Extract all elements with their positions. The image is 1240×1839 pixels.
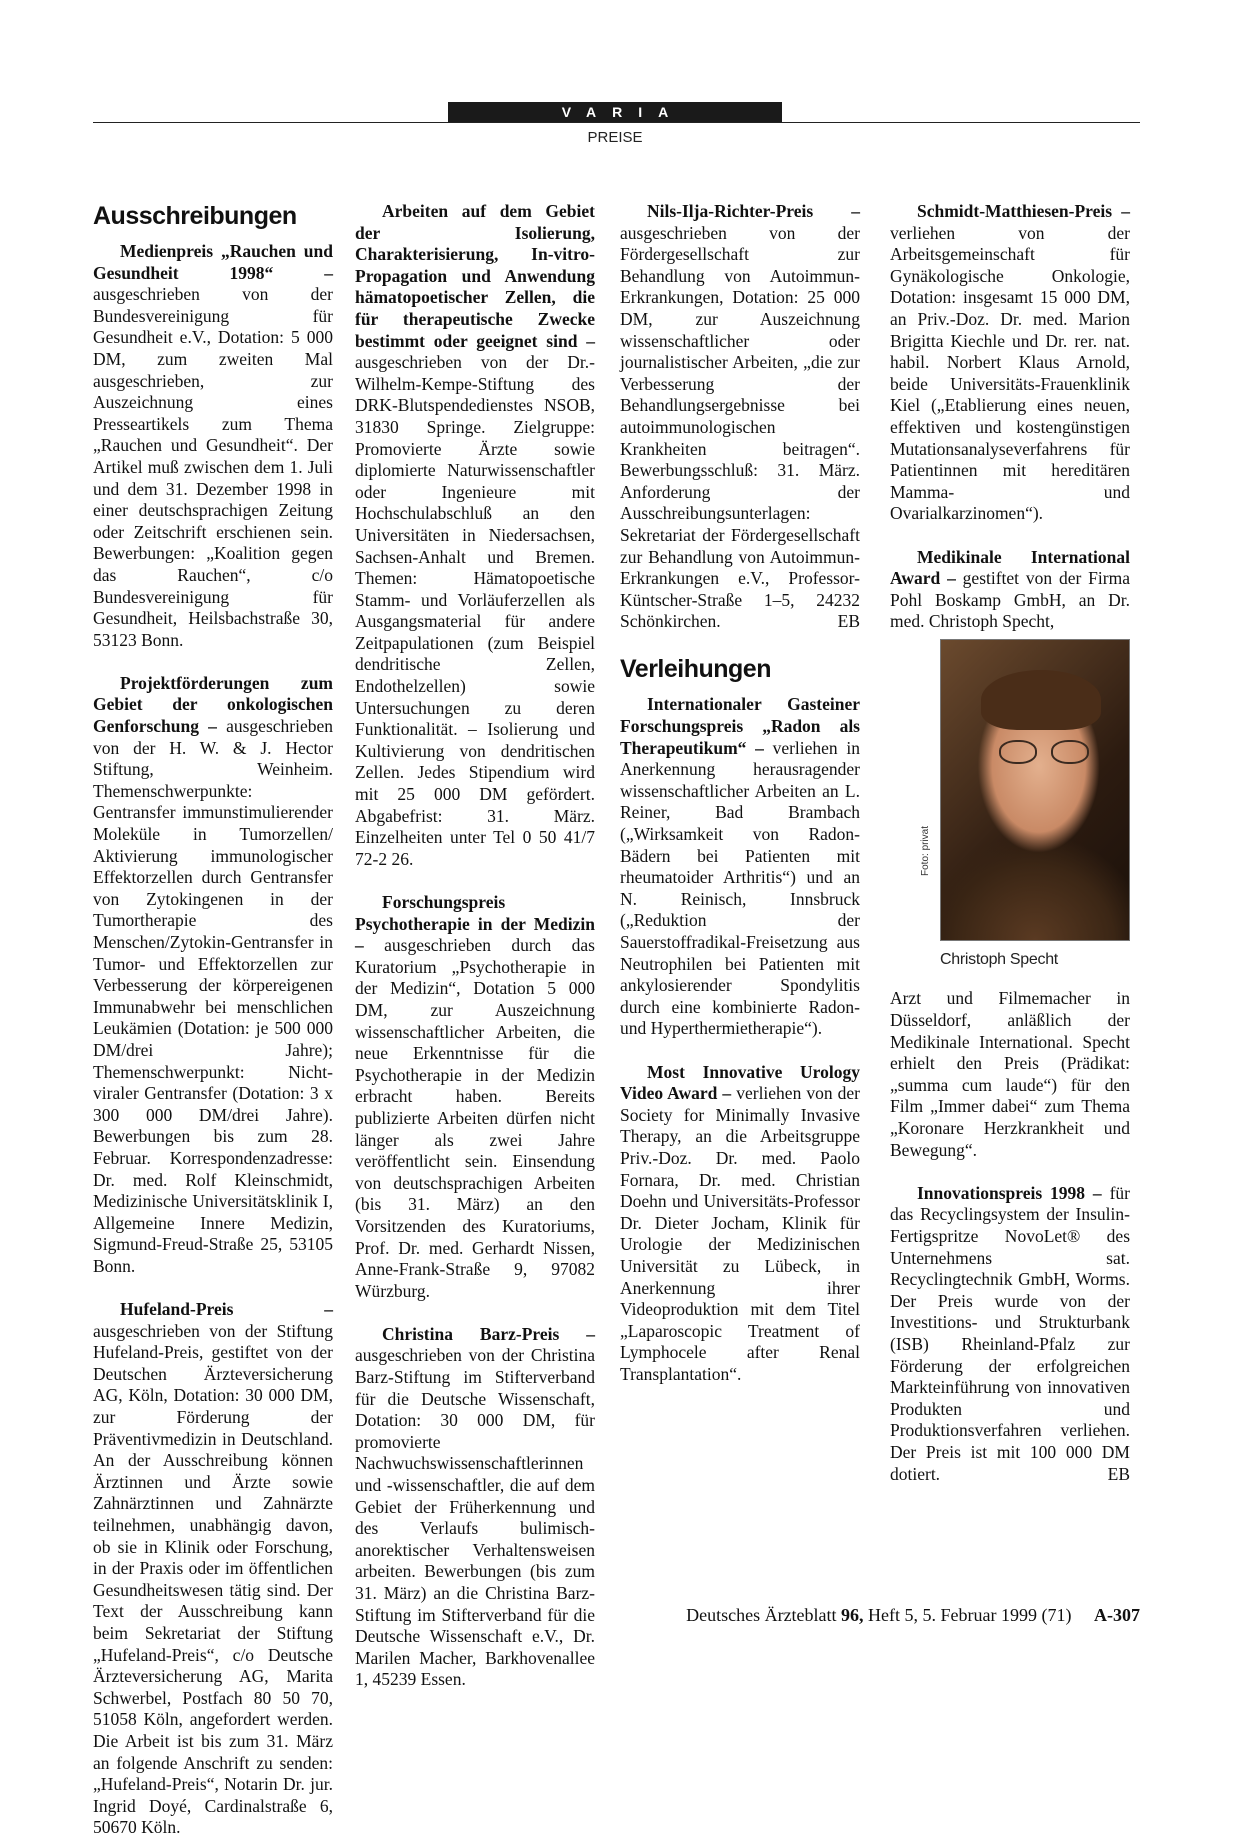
journal-volume: 96, <box>841 1605 864 1625</box>
article-title: Forschungspreis Psychotherapie in der Medizin – <box>355 892 595 956</box>
article-title: Schmidt-Matthiesen-Preis – <box>917 201 1130 221</box>
article-text: gestiftet von der Firma Pohl Boskamp GmbH, an Dr. med. Christoph Specht, <box>890 568 1130 632</box>
article-medienpreis <box>93 241 333 651</box>
author-signature: EB <box>1107 1463 1130 1484</box>
article-title: Hufeland-Preis – <box>120 1299 333 1320</box>
article-arbeiten-haematopoetische-zellen <box>355 201 595 870</box>
section-banner: VARIA <box>448 102 782 123</box>
section-subtitle: PREISE <box>587 129 643 146</box>
article-title: Internationaler Gasteiner Forschungspreis „Radon als Therapeutikum“ – <box>620 694 860 758</box>
article-medikinale-award <box>890 547 1130 633</box>
article-text: für das Recyclingsystem der Insulin-Fertigspritze NovoLet® des Unternehmens sat. Recyclingtechnik GmbH, Worms. Der Preis wurde von der Investitions- und Strukturbank (ISB) Rheinland-Pfalz zur Förderung der erfolgreichen Markteinführung von innovativen Produkten und Produktionsverfahren verliehen. Der Preis ist mit 100 000 DM dotiert. <box>890 1182 1130 1484</box>
article-text: verliehen in Anerkennung herausragender wissenschaftlicher Arbeiten an L. Reiner, Bad Brambach („Wirksamkeit von Radon-Bädern bei Patienten mit rheumatoider Arthritis“) und an N. Reinisch, Innsbruck („Reduktion der Sauerstoffradikal-Freisetzung aus Neutrophilen bei Patienten mit ankylosierender Spondylitis durch eine kombinierte Radon- und Hyperthermietherapie“). <box>620 737 861 1039</box>
article-projektfoerderungen <box>93 673 333 1278</box>
article-title: Medikinale International Award – <box>890 546 1130 589</box>
journal-name: Deutsches Ärzteblatt <box>686 1605 837 1625</box>
article-gasteiner-forschungspreis <box>620 694 860 1040</box>
article-text: ausgeschrieben von der Stiftung Hufeland-Preis, gestiftet von der Deutschen Ärzteversicherung AG, Köln, Dotation: 30 000 DM, zur Förderung der Präventivmedizin in Deutschland. An der Ausschreibung können Ärztinnen und Ärzte sowie Zahnärztinnen und Zahnärzte teilnehmen, unabhängig davon, ob sie in Klinik oder Forschung, in der Praxis oder im öffentlichen Gesundheitswesen tätig sind. Der Text der Ausschreibung kann beim Sekretariat der Stiftung „Hufeland-Preis“, c/o Deutsche Ärzteversicherung AG, Marita Schwerbel, Postfach 80 50 70, 51058 Köln, angefordert werden. Die Arbeit ist bis zum 31. März an folgende Anschrift zu senden: „Hufeland-Preis“, Notarin Dr. jur. Ingrid Doyé, Cardinalstraße 6, 50670 Köln. <box>93 1320 333 1838</box>
col-1 <box>93 201 333 1838</box>
col-4 <box>890 201 1130 1591</box>
article-text: verliehen von der Society for Minimally Invasive Therapy, an die Arbeitsgruppe Priv.-Doz. Dr. med. Paolo Fornara, Dr. med. Christian Doehn und Universitäts-Professor Dr. Dieter Jocham, Klinik für Urologie der Medizinischen Universität zu Lübeck, in Anerkennung ihrer Videoproduktion mit dem Titel „Laparoscopic Treatment of Lymphocele after Renal Transplantation“. <box>620 1083 860 1384</box>
col-2 <box>355 201 595 1690</box>
section-heading-ausschreibungen: Ausschreibungen <box>93 202 297 230</box>
page-footer <box>686 1605 1140 1626</box>
author-signature: EB <box>837 611 860 632</box>
article-title: Arbeiten auf dem Gebiet der Isolierung, Charakterisierung, In-vitro-Propagation und Anwendung hämatopoetischer Zellen, die für therapeutische Zwecke bestimmt oder geeignet sind – <box>355 201 595 351</box>
photo-glasses <box>999 740 1089 762</box>
article-schmidt-matthiesen-preis <box>890 201 1130 525</box>
photo-hair <box>981 670 1101 730</box>
article-title: Nils-Ilja-Richter-Preis – <box>647 201 860 221</box>
article-urology-video-award <box>620 1062 860 1386</box>
article-text: ausgeschrieben von der Fördergesellschaft zur Behandlung von Autoimmun-Erkrankungen, Dotation: 25 000 DM, zur Auszeichnung wissenschaftlicher oder journalistischer Arbeiten, „die zur Verbesserung der Behandlungsergebnisse bei autoimmunologischen Krankheiten beitragen“. Bewerbungsschluß: 31. März. Anforderung der Ausschreibungsunterlagen: Sekretariat der Fördergesellschaft zur Behandlung von Autoimmun-Erkrankungen e.V., Professor-Küntscher-Straße 1–5, 24232 Schönkirchen. <box>620 222 860 632</box>
article-text: Arzt und Filmemacher in Düsseldorf, anläßlich der Medikinale International. Specht erhielt den Preis (Prädikat: „summa cum laude“) für den Film „Immer dabei“ zum Thema „Koronare Herzkrankheit und Bewegung“. <box>890 988 1130 1160</box>
journal-issue: Heft 5, 5. Februar 1999 (71) <box>868 1605 1072 1625</box>
article-text: ausgeschrieben von der H. W. & J. Hector Stiftung, Weinheim. Themenschwerpunkte: Gentransfer immunstimulierender Moleküle in Tumorzellen/ Aktivierung immunologischer Effektorzellen durch Gentransfer von Zytokingenen in der Tumortherapie des Menschen/Zytokin-Gentransfer in Tumor- und Effektorzellen zur Verbesserung der körpereigenen Immunabwehr bei menschlichen Leukämien (Dotation: je 500 000 DM/drei Jahre); Themenschwerpunkt: Nicht-viraler Gentransfer (Dotation: 3 x 300 000 DM/drei Jahre). Bewerbungen bis zum 28. Februar. Korrespondenzadresse: Dr. med. Rolf Kleinschmidt, Medizinische Universitätsklinik I, Allgemeine Innere Medizin, Sigmund-Freud-Straße 25, 53105 Bonn. <box>93 716 333 1276</box>
portrait-photo <box>920 639 1130 941</box>
article-medikinale-award-continued <box>890 988 1130 1161</box>
article-title: Innovationspreis 1998 – <box>917 1182 1102 1203</box>
article-text: ausgeschrieben durch das Kuratorium „Psychotherapie in der Medizin“, Dotation 5 000 DM, zur Auszeichnung wissenschaftlicher Arbeiten, die neue Erkenntnisse für die Psychotherapie in der Medizin erbracht haben. Bereits publizierte Arbeiten dürfen nicht länger als zwei Jahre veröffentlicht sein. Einsendung von deutschsprachigen Arbeiten (bis 31. März) an den Vorsitzenden des Kuratoriums, Prof. Dr. med. Gerhardt Nissen, Anne-Frank-Straße 9, 97082 Würzburg. <box>355 935 595 1301</box>
article-text: ausgeschrieben von der Christina Barz-Stiftung im Stifterverband für die Deutsche Wissenschaft, Dotation: 30 000 DM, für promovierte Nachwuchswissenschaftlerinnen und -wissenschaftler, die auf dem Gebiet der Früherkennung und des Verlaufs bulimisch-anorektischer Verhaltensweisen arbeiten. Bewerbungen (bis zum 31. März) an die Christina Barz-Stiftung im Stifterverband für die Deutsche Wissenschaft e.V., Dr. Marilen Macher, Barkhovenallee 1, 45239 Essen. <box>355 1345 595 1690</box>
article-nils-ilja-richter-preis <box>620 201 860 633</box>
article-title: Most Innovative Urology Video Award – <box>620 1061 860 1104</box>
article-text: ausgeschrieben von der Dr.-Wilhelm-Kempe-Stiftung des DRK-Blutspendedienstes NSOB, 31830 Springe. Zielgruppe: Promovierte Ärzte sowie diplomierte Naturwissenschaftler oder Ingenieure mit Hochschulabschluß an den Universitäten in Niedersachsen, Sachsen-Anhalt und Bremen. Themen: Hämatopoetische Stamm- und Vorläuferzellen als Ausgangsmaterial für andere Zeitpapulationen (zum Beispiel dendritische Zellen, Endothelzellen) sowie Untersuchungen zu deren Funktionalität. – Isolierung und Kultivierung von dendritischen Zellen. Jedes Stipendium wird mit 25 000 DM gefördert. Abgabefrist: 31. März. Einzelheiten unter Tel 0 50 41/7 72-2 26. <box>355 352 595 869</box>
article-forschungspreis-psychotherapie <box>355 892 595 1302</box>
article-title: Medienpreis „Rauchen und Gesundheit 1998“ – <box>93 241 333 283</box>
photo-caption: Christoph Specht <box>940 950 1058 968</box>
article-hufeland-preis <box>93 1299 333 1839</box>
article-christina-barz-preis <box>355 1324 595 1691</box>
article-text: ausgeschrieben von der Bundesvereinigung für Gesundheit e.V., Dotation: 5 000 DM, zum zweiten Mal ausgeschrieben, zur Auszeichnung eines Presseartikels zum Thema „Rauchen und Gesundheit“. Der Artikel muß zwischen dem 1. Juli und dem 31. Dezember 1998 in einer deutschsprachigen Zeitung oder Zeitschrift erschienen sein. Bewerbungen: „Koalition gegen das Rauchen“, c/o Bundesvereinigung für Gesundheit, Heilsbachstraße 30, 53123 Bonn. <box>93 284 333 650</box>
section-heading-verleihungen: Verleihungen <box>620 655 771 684</box>
header-rule <box>93 122 1140 123</box>
page-number: A-307 <box>1094 1605 1140 1625</box>
article-text: verliehen von der Arbeitsgemeinschaft für Gynäkologische Onkologie, Dotation: insgesamt 15 000 DM, an Priv.-Doz. Dr. med. Marion Brigitta Kiechle und Dr. rer. nat. habil. Norbert Klaus Arnold, beide Universitäts-Frauenklinik Kiel („Etablierung eines neuen, effektiven und kostengünstigen Mutationsanalyseverfahrens für Patientinnen mit hereditären Mamma- und Ovarialkarzinomen“). <box>890 222 1130 524</box>
article-title: Projektförderungen zum Gebiet der onkologischen Genforschung – <box>93 672 333 737</box>
col-3 <box>620 201 860 1591</box>
article-innovationspreis <box>890 1183 1130 1485</box>
article-title: Christina Barz-Preis – <box>382 1323 595 1344</box>
photo-credit: Foto: privat <box>920 825 931 876</box>
